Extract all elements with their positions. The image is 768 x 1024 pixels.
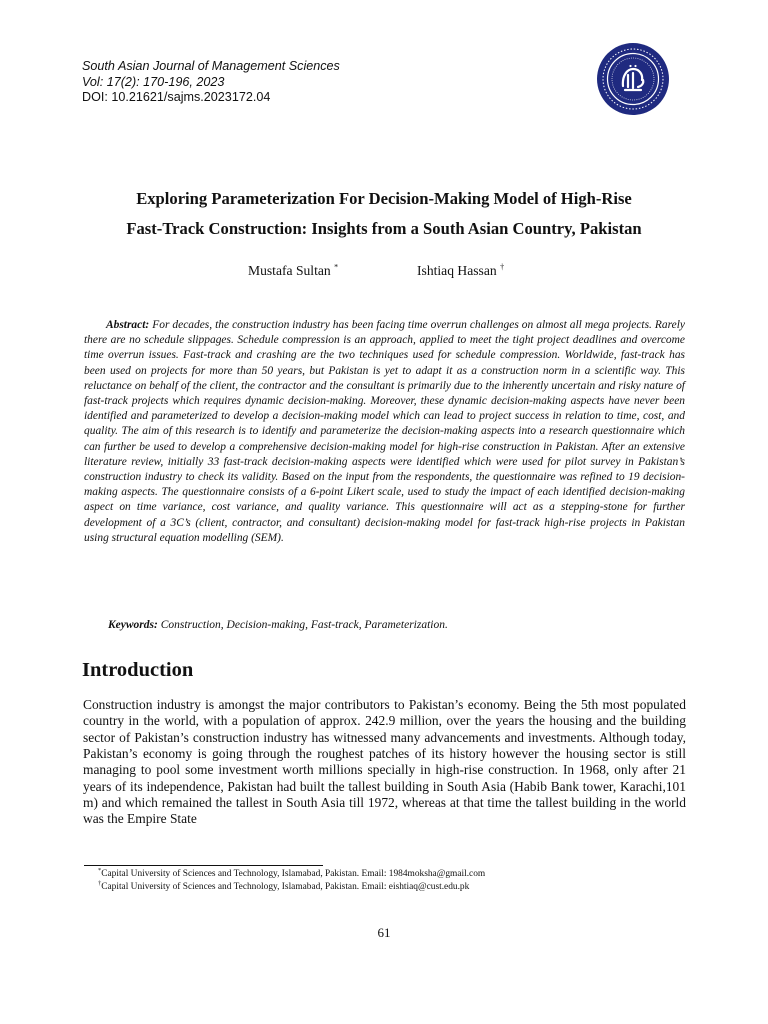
- footnote-mark: *: [98, 866, 102, 874]
- journal-doi: DOI: 10.21621/sajms.2023172.04: [82, 90, 271, 104]
- introduction-paragraph: Construction industry is amongst the major contributors to Pakistan’s economy. Being the 5th most populated country in the world, with a population of approx. 242.9 million, over the years the housing and the building sector of Pakistan’s construction industry has witnessed many advancements and investments. Although today, Pakistan’s economy is going through the roughest patches of its history however the housing sector is still managing to pool some investment worth millions specially in high-rise construction. In 1968, only after 21 years of its independence, Pakistan had built the tallest building in South Asia (Habib Bank tower, Karachi,101 m) and which remained the tallest in South Asia till 1972, whereas at that time the tallest building in the world was the Empire State: [83, 697, 686, 827]
- title-line-2: Fast-Track Construction: Insights from a South Asian Country, Pakistan: [126, 219, 642, 238]
- abstract: [84, 318, 685, 546]
- section-heading: Introduction: [82, 659, 194, 681]
- journal-header: [82, 59, 340, 106]
- paper-title: [60, 184, 708, 244]
- keywords-text: Construction, Decision-making, Fast-track, Parameterization.: [160, 619, 448, 631]
- footnote-2: [98, 881, 485, 894]
- footnote-text: Capital University of Sciences and Technology, Islamabad, Pakistan. Email: 1984moksha@gmail.com: [101, 869, 486, 879]
- footnote-mark: †: [98, 879, 102, 887]
- keywords-label: Keywords:: [108, 619, 158, 631]
- author-name: Ishtiaq Hassan: [417, 263, 497, 278]
- abstract-label: Abstract:: [106, 319, 150, 331]
- author-name: Mustafa Sultan: [248, 263, 331, 278]
- footnote-divider: [84, 865, 323, 866]
- author-1: [248, 263, 338, 279]
- journal-name: South Asian Journal of Management Sciences: [82, 59, 340, 73]
- author-mark: †: [500, 262, 505, 272]
- journal-seal-icon: [596, 42, 670, 116]
- footnote-text: Capital University of Sciences and Technology, Islamabad, Pakistan. Email: eishtiaq@cust.edu.pk: [101, 881, 470, 892]
- journal-volume: Vol: 17(2): 170-196, 2023: [82, 74, 225, 89]
- title-line-1: Exploring Parameterization For Decision-Making Model of High-Rise: [136, 189, 632, 208]
- abstract-text: For decades, the construction industry has been facing time overrun challenges on almost all mega projects. Rarely there are no schedule slippages. Schedule compression is an approach, applied to meet the tight project deadlines and overcome time overrun issues. Fast-track and crashing are the two techniques used for schedule compression. Worldwide, fast-track has been used on projects for more than 50 years, but Pakistan is yet to adapt it as a construction norm in a scientific way. This reluctance on behalf of the client, the contractor and the consultant is primarily due to the inherently uncertain and risky nature of fast-track projects which requires dynamic decision-making. Moreover, these dynamic decision-making aspects have never been identified and parameterized to develop a decision-making model which can lead to project success in relation to time, cost, and quality. The aim of this research is to identify and parameterize the decision-making aspects into a research questionnaire which can further be used to develop a comprehensive decision-making model for high-rise construction in Pakistan. After an extensive literature review, initially 33 fast-track decision-making aspects were identified which were used for pilot survey in Pakistan’s construction industry to check its validity. Based on the input from the respondents, the questionnaire was refined to 19 decision-making aspects. The questionnaire consists of a 6-point Likert scale, used to study the impact of each identified decision-making aspect on time variance, cost variance, and quality variance. This questionnaire will act as a stepping-stone for further development of a 3C’s (client, contractor, and consultant) decision-making model for fast-track high-rise projects in Pakistan using structural equation modelling (SEM).: [84, 319, 685, 544]
- author-2: [417, 263, 504, 279]
- keywords: [108, 619, 448, 631]
- author-mark: *: [334, 262, 339, 272]
- footnote-1: [98, 868, 485, 881]
- page-number: 61: [377, 925, 391, 940]
- footnotes: [98, 868, 485, 893]
